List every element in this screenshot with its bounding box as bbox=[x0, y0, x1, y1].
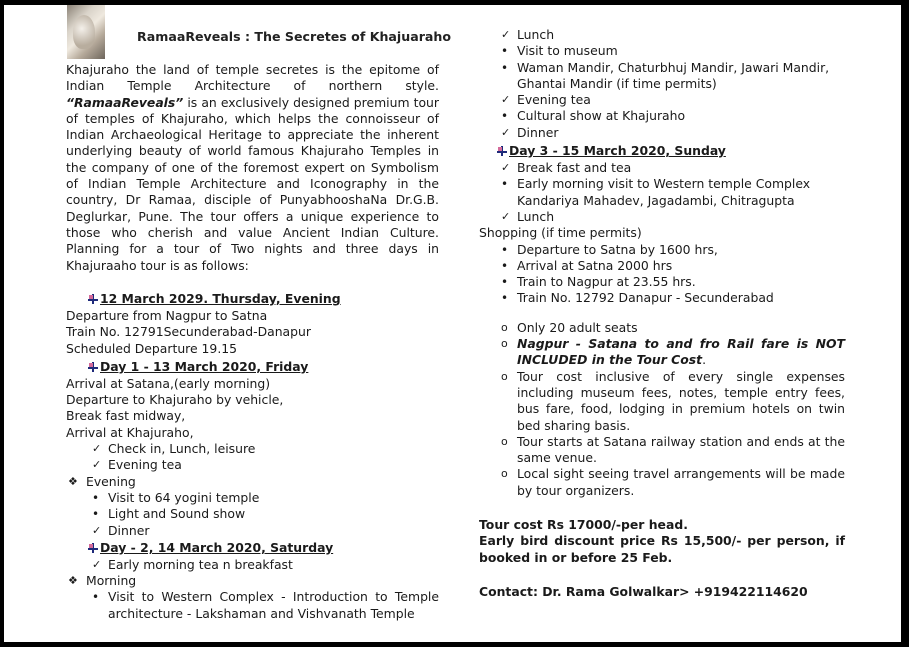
bullet-icon: • bbox=[501, 275, 509, 290]
bullet-icon: • bbox=[501, 258, 509, 273]
note-item: o Only 20 adult seats bbox=[501, 319, 638, 335]
document-title: RamaaReveals : The Secretes of Khajuaraho bbox=[137, 29, 452, 44]
temple-sculpture-image bbox=[67, 5, 105, 59]
bullet-icon: • bbox=[92, 507, 100, 522]
pushpin-icon bbox=[88, 362, 98, 372]
shopping-line: Shopping (if time permits) bbox=[479, 225, 642, 241]
checkmark-icon: ✓ bbox=[92, 557, 102, 571]
pushpin-icon bbox=[88, 543, 98, 553]
check-item: ✓ Evening tea bbox=[501, 92, 591, 108]
check-item: ✓ Dinner bbox=[501, 124, 559, 140]
day0-line: Scheduled Departure 19.15 bbox=[66, 340, 238, 356]
circle-bullet-icon: o bbox=[501, 369, 508, 383]
bullet-item: • Visit to 64 yogini temple bbox=[92, 489, 260, 505]
section-evening: ❖ Evening bbox=[68, 473, 136, 489]
intro-text-2: is an exclusively designed premium tour of temples of Khajuraho, which helps the connoisseur of Indian Archaeological Heritage to appreciate the inherent underlying beauty of world famous Khajuraho Temples in the company of one of the foremost expert on Symbolism of Indian Temple Architecture and Iconography in the country, Dr Ramaa, disciple of PunyabhooshaNa Dr.G.B. Deglurkar, Pune. The tour offers a unique experience to those who cherish and value Ancient Indian Culture. Planning for a tour of Two nights and three days in Khajuraaho tour is as follows: bbox=[66, 94, 439, 273]
bullet-item: • Train No. 12792 Danapur - Secunderabad bbox=[501, 290, 774, 306]
intro-paragraph bbox=[66, 62, 439, 274]
diamond-bullet-icon: ❖ bbox=[68, 474, 78, 488]
note-item: o Tour starts at Satana railway station and ends at the same venue. bbox=[501, 433, 845, 466]
checkmark-icon: ✓ bbox=[92, 523, 102, 537]
tour-cost: Tour cost Rs 17000/-per head. bbox=[479, 517, 688, 533]
bullet-icon: • bbox=[501, 60, 509, 75]
bullet-item: • Visit to Western Complex - Introduction to Temple architecture - Lakshaman and Vishvanath Temple bbox=[92, 589, 439, 621]
bullet-item: • Departure to Satna by 1600 hrs, bbox=[501, 241, 718, 257]
bullet-icon: • bbox=[92, 490, 100, 505]
bullet-item: • Arrival at Satna 2000 hrs bbox=[501, 257, 673, 273]
check-item: ✓ Early morning tea n breakfast bbox=[92, 556, 293, 572]
bullet-item: • Visit to museum bbox=[501, 43, 618, 59]
day1-line: Arrival at Khajuraho, bbox=[66, 424, 194, 440]
day3-heading: Day 3 - 15 March 2020, Sunday bbox=[475, 143, 845, 160]
contact-info: Contact: Dr. Rama Golwalkar> +919422114620 bbox=[479, 583, 808, 599]
checkmark-icon: ✓ bbox=[501, 161, 511, 175]
itinerary-right bbox=[475, 27, 845, 600]
circle-bullet-icon: o bbox=[501, 434, 508, 448]
bullet-icon: • bbox=[92, 590, 100, 605]
intro-text-1: Khajuraho the land of temple secretes is the epitome of Indian Temple Architecture of northern style. bbox=[66, 62, 439, 94]
check-item: ✓ Evening tea bbox=[92, 457, 182, 473]
day1-heading: Day 1 - 13 March 2020, Friday bbox=[66, 359, 439, 376]
bullet-icon: • bbox=[501, 242, 509, 257]
bullet-icon: • bbox=[501, 109, 509, 124]
pushpin-icon bbox=[497, 146, 507, 156]
checkmark-icon: ✓ bbox=[501, 125, 511, 139]
bullet-icon: • bbox=[501, 44, 509, 59]
early-bird-price: Early bird discount price Rs 15,500/- per person, if booked in or before 25 Feb. bbox=[479, 533, 845, 565]
day2-heading: Day - 2, 14 March 2020, Saturday bbox=[66, 540, 439, 557]
check-item: ✓ Check in, Lunch, leisure bbox=[92, 441, 256, 457]
bullet-icon: • bbox=[501, 291, 509, 306]
note-item: o Local sight seeing travel arrangements will be made by tour organizers. bbox=[501, 466, 845, 498]
day0-line: Train No. 12791Secunderabad-Danapur bbox=[66, 324, 311, 340]
checkmark-icon: ✓ bbox=[501, 209, 511, 223]
check-item: ✓ Break fast and tea bbox=[501, 160, 632, 176]
note-item: o Nagpur - Satana to and fro Rail fare is NOT INCLUDED in the Tour Cost. bbox=[501, 336, 845, 368]
bullet-item: • Light and Sound show bbox=[92, 506, 246, 522]
circle-bullet-icon: o bbox=[501, 467, 508, 481]
pushpin-icon bbox=[88, 294, 98, 304]
bullet-icon: • bbox=[501, 177, 509, 192]
day0-line: Departure from Nagpur to Satna bbox=[66, 308, 268, 323]
bullet-item: • Train to Nagpur at 23.55 hrs. bbox=[501, 274, 696, 290]
bullet-item: • Waman Mandir, Chaturbhuj Mandir, Jawari Mandir, Ghantai Mandir (if time permits) bbox=[501, 59, 830, 91]
note-item: o Tour cost inclusive of every single expenses including museum fees, notes, temple entry fees, bus fare, food, lodging in premium hotels on twin bed sharing basis. bbox=[501, 368, 845, 433]
circle-bullet-icon: o bbox=[501, 337, 508, 351]
document-page bbox=[4, 5, 905, 642]
brand-name: “RamaaReveals” bbox=[66, 94, 184, 110]
diamond-bullet-icon: ❖ bbox=[68, 574, 78, 588]
day1-line: Departure to Khajuraho by vehicle, bbox=[66, 392, 284, 408]
bullet-item: • Cultural show at Khajuraho bbox=[501, 108, 686, 124]
itinerary-left bbox=[66, 291, 439, 622]
check-item: ✓ Dinner bbox=[92, 522, 150, 538]
day1-line: Arrival at Satana,(early morning) bbox=[66, 375, 271, 391]
checkmark-icon: ✓ bbox=[501, 93, 511, 107]
bullet-item: • Early morning visit to Western temple Complex Kandariya Mahadev, Jagadambi, Chitragupta bbox=[501, 176, 811, 208]
check-item: ✓ Lunch bbox=[501, 208, 555, 224]
checkmark-icon: ✓ bbox=[92, 442, 102, 456]
day1-line: Break fast midway, bbox=[66, 408, 186, 424]
section-morning: ❖ Morning bbox=[68, 573, 137, 589]
checkmark-icon: ✓ bbox=[501, 28, 511, 41]
circle-bullet-icon: o bbox=[501, 320, 508, 334]
checkmark-icon: ✓ bbox=[92, 458, 102, 472]
day0-heading: 12 March 2029. Thursday, Evening bbox=[66, 291, 439, 308]
check-item: ✓ Lunch bbox=[501, 27, 555, 42]
